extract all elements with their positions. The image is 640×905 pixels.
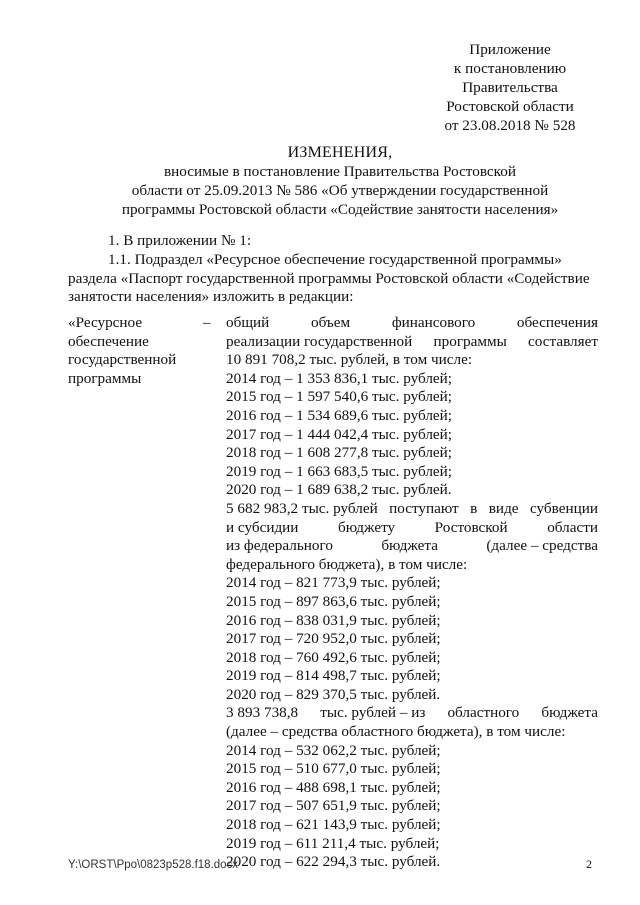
table-left-label — [68, 314, 198, 388]
year-amount-line: 2017 год – 507 651,9 тыс. рублей; — [226, 797, 441, 815]
year-amount-line: 2017 год – 1 444 042,4 тыс. рублей; — [226, 425, 453, 443]
word: общий — [226, 314, 270, 331]
left-label-line: «Ресурсное — [68, 314, 143, 331]
word: составляет — [528, 332, 598, 350]
justified-line — [226, 333, 598, 352]
regional-summary-line: (далее – средства областного бюджета), в том числе: — [226, 723, 566, 741]
justified-line — [226, 500, 598, 519]
word: бюджету — [338, 518, 396, 536]
year-amount-line: 2020 год – 622 294,3 тыс. рублей. — [226, 853, 441, 871]
table-dash: – — [203, 314, 211, 331]
document-title: ИЗМЕНЕНИЯ, — [287, 144, 393, 161]
justified-line — [226, 704, 598, 723]
word: объем — [310, 314, 351, 331]
appendix-line: Ростовской области — [446, 98, 574, 115]
year-amount-line: 2014 год – 821 773,9 тыс. рублей; — [226, 574, 441, 592]
word: областного — [447, 704, 520, 722]
federal-summary-line: федерального бюджета), в том числе: — [226, 555, 468, 573]
year-amount-line: 2016 год – 838 031,9 тыс. рублей; — [226, 611, 441, 629]
year-amount-line: 2015 год – 510 677,0 тыс. рублей; — [226, 760, 441, 778]
paragraph-line-text: 1.1. Подраздел «Ресурсное обеспечение государственной программы» — [108, 251, 562, 268]
year-amount-line: 2019 год – 1 663 683,5 тыс. рублей; — [226, 462, 453, 480]
word: финансового — [391, 314, 476, 331]
appendix-line: Правительства — [462, 79, 558, 96]
word: поступают — [389, 499, 459, 517]
word: виде — [488, 499, 519, 517]
page-number: 2 — [586, 857, 592, 871]
footer-file-path: Y:\ORST\Ppo\0823p528.f18.docx — [68, 859, 239, 871]
word: в — [470, 499, 478, 517]
subtitle-line: вносимые в постановление Правительства Ростовской — [163, 163, 516, 180]
year-amount-line: 2018 год – 621 143,9 тыс. рублей; — [226, 816, 441, 834]
appendix-line: к постановлению — [453, 60, 567, 77]
appendix-line: Приложение — [469, 41, 551, 58]
subtitle-line: области от 25.09.2013 № 586 «Об утверждении государственной — [131, 182, 549, 199]
year-amount-line: 2018 год – 1 608 277,8 тыс. рублей; — [226, 444, 453, 462]
paragraph-1: 1. В приложении № 1: — [108, 232, 252, 249]
year-amount-line: 2016 год – 1 534 689,6 тыс. рублей; — [226, 406, 453, 424]
paragraph-line — [68, 251, 598, 270]
table-right-content — [226, 314, 598, 872]
left-label-line: обеспечение — [68, 332, 149, 350]
paragraph-line: раздела «Паспорт государственной программы Ростовской области «Содействие — [68, 269, 590, 287]
appendix-block — [420, 40, 600, 135]
year-amount-line: 2014 год – 532 062,2 тыс. рублей; — [226, 741, 441, 759]
year-amount-line: 2020 год – 1 689 638,2 тыс. рублей. — [226, 481, 452, 499]
word: тыс. рублей – из — [320, 704, 426, 722]
word: области — [547, 518, 598, 536]
word: реализации государственной — [226, 332, 413, 350]
year-amount-line: 2016 год – 488 698,1 тыс. рублей; — [226, 778, 441, 796]
year-amount-line: 2014 год – 1 353 836,1 тыс. рублей; — [226, 369, 453, 387]
year-amount-line: 2015 год – 1 597 540,6 тыс. рублей; — [226, 388, 453, 406]
word: Ростовской — [434, 518, 508, 536]
year-amount-line: 2019 год – 611 211,4 тыс. рублей; — [226, 834, 440, 852]
year-amount-line: 2018 год – 760 492,6 тыс. рублей; — [226, 648, 441, 666]
total-amount-line: 10 891 708,2 тыс. рублей, в том числе: — [226, 351, 473, 369]
word: бюджета — [541, 704, 598, 722]
left-label-line: государственной — [68, 351, 177, 368]
justified-line — [226, 537, 598, 556]
word: программы — [433, 332, 507, 350]
paragraph-line: занятости населения» изложить в редакции: — [68, 288, 354, 305]
year-amount-line: 2017 год – 720 952,0 тыс. рублей; — [226, 630, 441, 648]
justified-line — [226, 519, 598, 538]
word: субвенции — [530, 499, 598, 517]
document-subtitle — [60, 162, 620, 219]
subtitle-line: программы Ростовской области «Содействие занятости населения» — [121, 201, 559, 218]
paragraph-1-1 — [68, 251, 598, 307]
word: 5 682 983,2 тыс. рублей — [226, 499, 378, 517]
appendix-line: от 23.08.2018 № 528 — [444, 117, 576, 134]
left-label-line: программы — [68, 369, 142, 387]
year-amount-line: 2015 год – 897 863,6 тыс. рублей; — [226, 592, 441, 610]
word: (далее – средства — [486, 537, 598, 555]
word: бюджета — [381, 537, 438, 555]
word: и субсидии — [226, 518, 299, 536]
justified-line — [226, 314, 598, 333]
year-amount-line: 2019 год – 814 498,7 тыс. рублей; — [226, 667, 441, 685]
word: 3 893 738,8 — [226, 704, 299, 722]
word: обеспечения — [516, 314, 598, 331]
year-amount-line: 2020 год – 829 370,5 тыс. рублей. — [226, 685, 441, 703]
word: из федерального — [226, 537, 333, 555]
